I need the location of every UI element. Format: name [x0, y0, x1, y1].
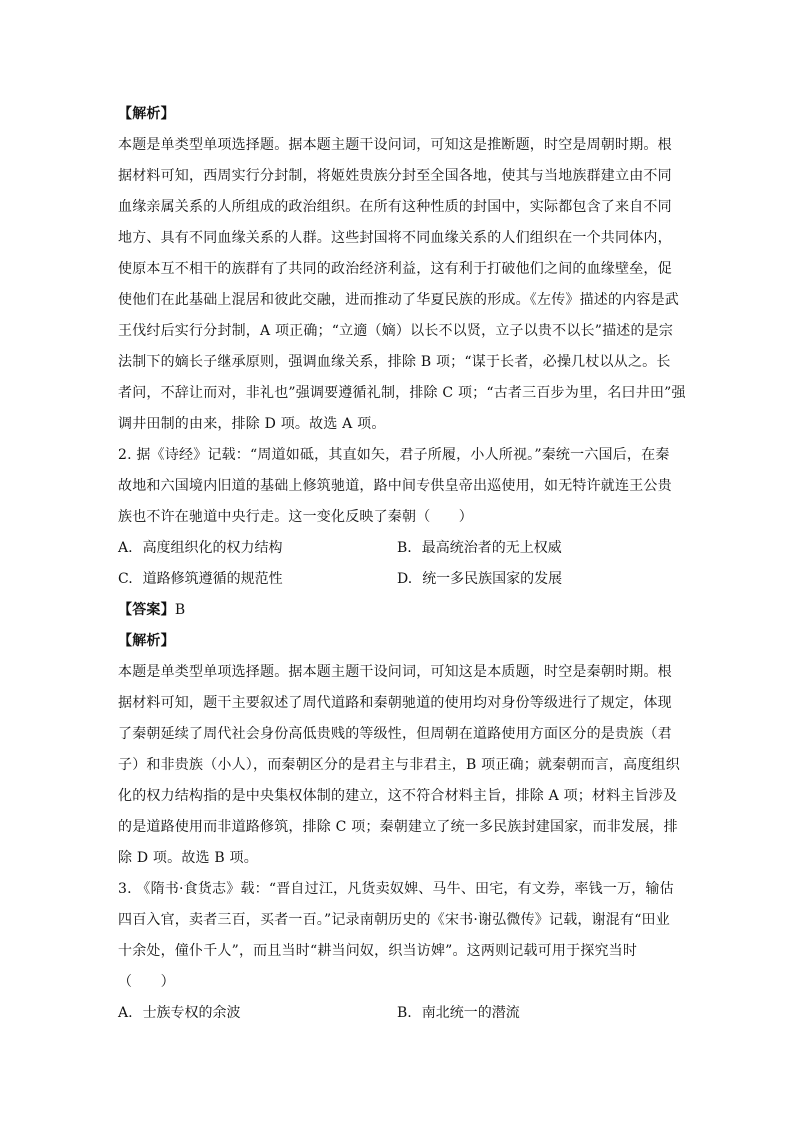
option-b[interactable]	[397, 533, 676, 564]
option-a[interactable]	[118, 998, 397, 1029]
answer-label: 【答案】	[118, 602, 175, 618]
option-text: 南北统一的潜流	[421, 1005, 520, 1021]
text-line: 本题是单类型单项选择题。据本题主题干设问词，可知这是推断题，时空是周朝时期。根	[118, 137, 672, 153]
option-text: 高度组织化的权力结构	[142, 540, 283, 556]
text-line: 法制下的嫡长子继承原则，强调血缘关系，排除 B 项；“谋于长者，必操几杖以从之。长	[118, 354, 671, 370]
analysis-2-body	[118, 657, 680, 874]
question-text-line: 2. 据《诗经》记载：“周道如砥，其直如矢，君子所履，小人所视。”秦统一六国后，在秦	[118, 447, 670, 463]
option-letter: D.	[397, 571, 413, 587]
text-line: 调井田制的由来，排除 D 项。故选 A 项。	[118, 416, 386, 432]
question-text-line: 十余处，僮仆千人”，而且当时“耕当问奴，织当访婢”。这两则记载可用于探究当时	[118, 943, 638, 959]
option-text: 统一多民族国家的发展	[422, 571, 563, 587]
text-line: 除 D 项。故选 B 项。	[118, 850, 258, 866]
text-line: 使他们在此基础上混居和彼此交融，进而推动了华夏民族的形成。《左传》描述的内容是武	[118, 292, 679, 308]
option-row	[118, 533, 676, 564]
question-text-line: 族也不许在驰道中央行走。这一变化反映了秦朝（ ）	[118, 509, 473, 525]
option-letter: B.	[397, 540, 412, 556]
option-letter: B.	[397, 1005, 412, 1021]
text-line: 化的权力结构指的是中央集权体制的建立，这不符合材料主旨，排除 A 项；材料主旨涉及	[118, 788, 678, 804]
text-line: 地方、具有不同血缘关系的人群。这些封国将不同血缘关系的人们组织在一个共同体内，	[118, 230, 672, 246]
analysis-heading: 【解析】	[118, 106, 175, 122]
question-text-line: 四百入官，卖者三百，买者一百。”记录南朝历史的《宋书·谢弘微传》记载，谢混有“田业	[118, 912, 670, 928]
question-3	[118, 874, 676, 1029]
answer-line	[118, 595, 676, 626]
text-line: 了秦朝延续了周代社会身份高低贵贱的等级性，但周朝在道路使用方面区分的是贵族（君	[118, 726, 672, 742]
text-line: 王伐纣后实行分封制，A 项正确；“立適（嫡）以长不以贤，立子以贵不以长”描述的是宗	[118, 323, 674, 339]
option-a[interactable]	[118, 533, 397, 564]
text-line: 据材料可知，题干主要叙述了周代道路和秦朝驰道的使用均对身份等级进行了规定，体现	[118, 695, 672, 711]
question-text-line: （ ）	[118, 974, 175, 990]
option-c[interactable]	[118, 564, 397, 595]
option-text: 士族专权的余波	[142, 1005, 241, 1021]
analysis-1-body	[118, 130, 686, 440]
answer-value: B	[174, 602, 186, 618]
text-line: 据材料可知，西周实行分封制，将姬姓贵族分封至全国各地，使其与当地族群建立由不同	[118, 168, 672, 184]
question-2	[118, 440, 676, 626]
option-letter: A.	[118, 1005, 133, 1021]
question-text-line: 故地和六国境内旧道的基础上修筑驰道，路中间专供皇帝出巡使用，如无特许就连王公贵	[118, 478, 672, 494]
analysis-heading: 【解析】	[118, 633, 175, 649]
option-d[interactable]	[397, 564, 676, 595]
text-line: 使原本互不相干的族群有了共同的政治经济利益，这有利于打破他们之间的血缘壁垒，促	[118, 261, 672, 277]
option-row	[118, 564, 676, 595]
text-line: 者问，不辞让而对，非礼也”强调要遵循礼制，排除 C 项；“古者三百步为里，名曰井田”强	[118, 385, 686, 401]
option-text: 道路修筑遵循的规范性	[142, 571, 283, 587]
text-line: 血缘亲属关系的人所组成的政治组织。在所有这种性质的封国中，实际都包含了来自不同	[118, 199, 672, 215]
text-line: 本题是单类型单项选择题。据本题主题干设问词，可知这是本质题，时空是秦朝时期。根	[118, 664, 672, 680]
text-line: 的是道路使用而非道路修筑，排除 C 项；秦朝建立了统一多民族封建国家，而非发展，排	[118, 819, 678, 835]
option-row	[118, 998, 676, 1029]
option-letter: A.	[118, 540, 133, 556]
document-page	[118, 99, 686, 1029]
option-b[interactable]	[397, 998, 676, 1029]
question-text-line: 3. 《隋书·食货志》载：“晋自过江，凡货卖奴婢、马牛、田宅，有文券，率钱一万，输估	[118, 881, 674, 897]
text-line: 子）和非贵族（小人），而秦朝区分的是君主与非君主，B 项正确；就秦朝而言，高度组织	[118, 757, 680, 773]
option-text: 最高统治者的无上权威	[421, 540, 562, 556]
option-letter: C.	[118, 571, 133, 587]
